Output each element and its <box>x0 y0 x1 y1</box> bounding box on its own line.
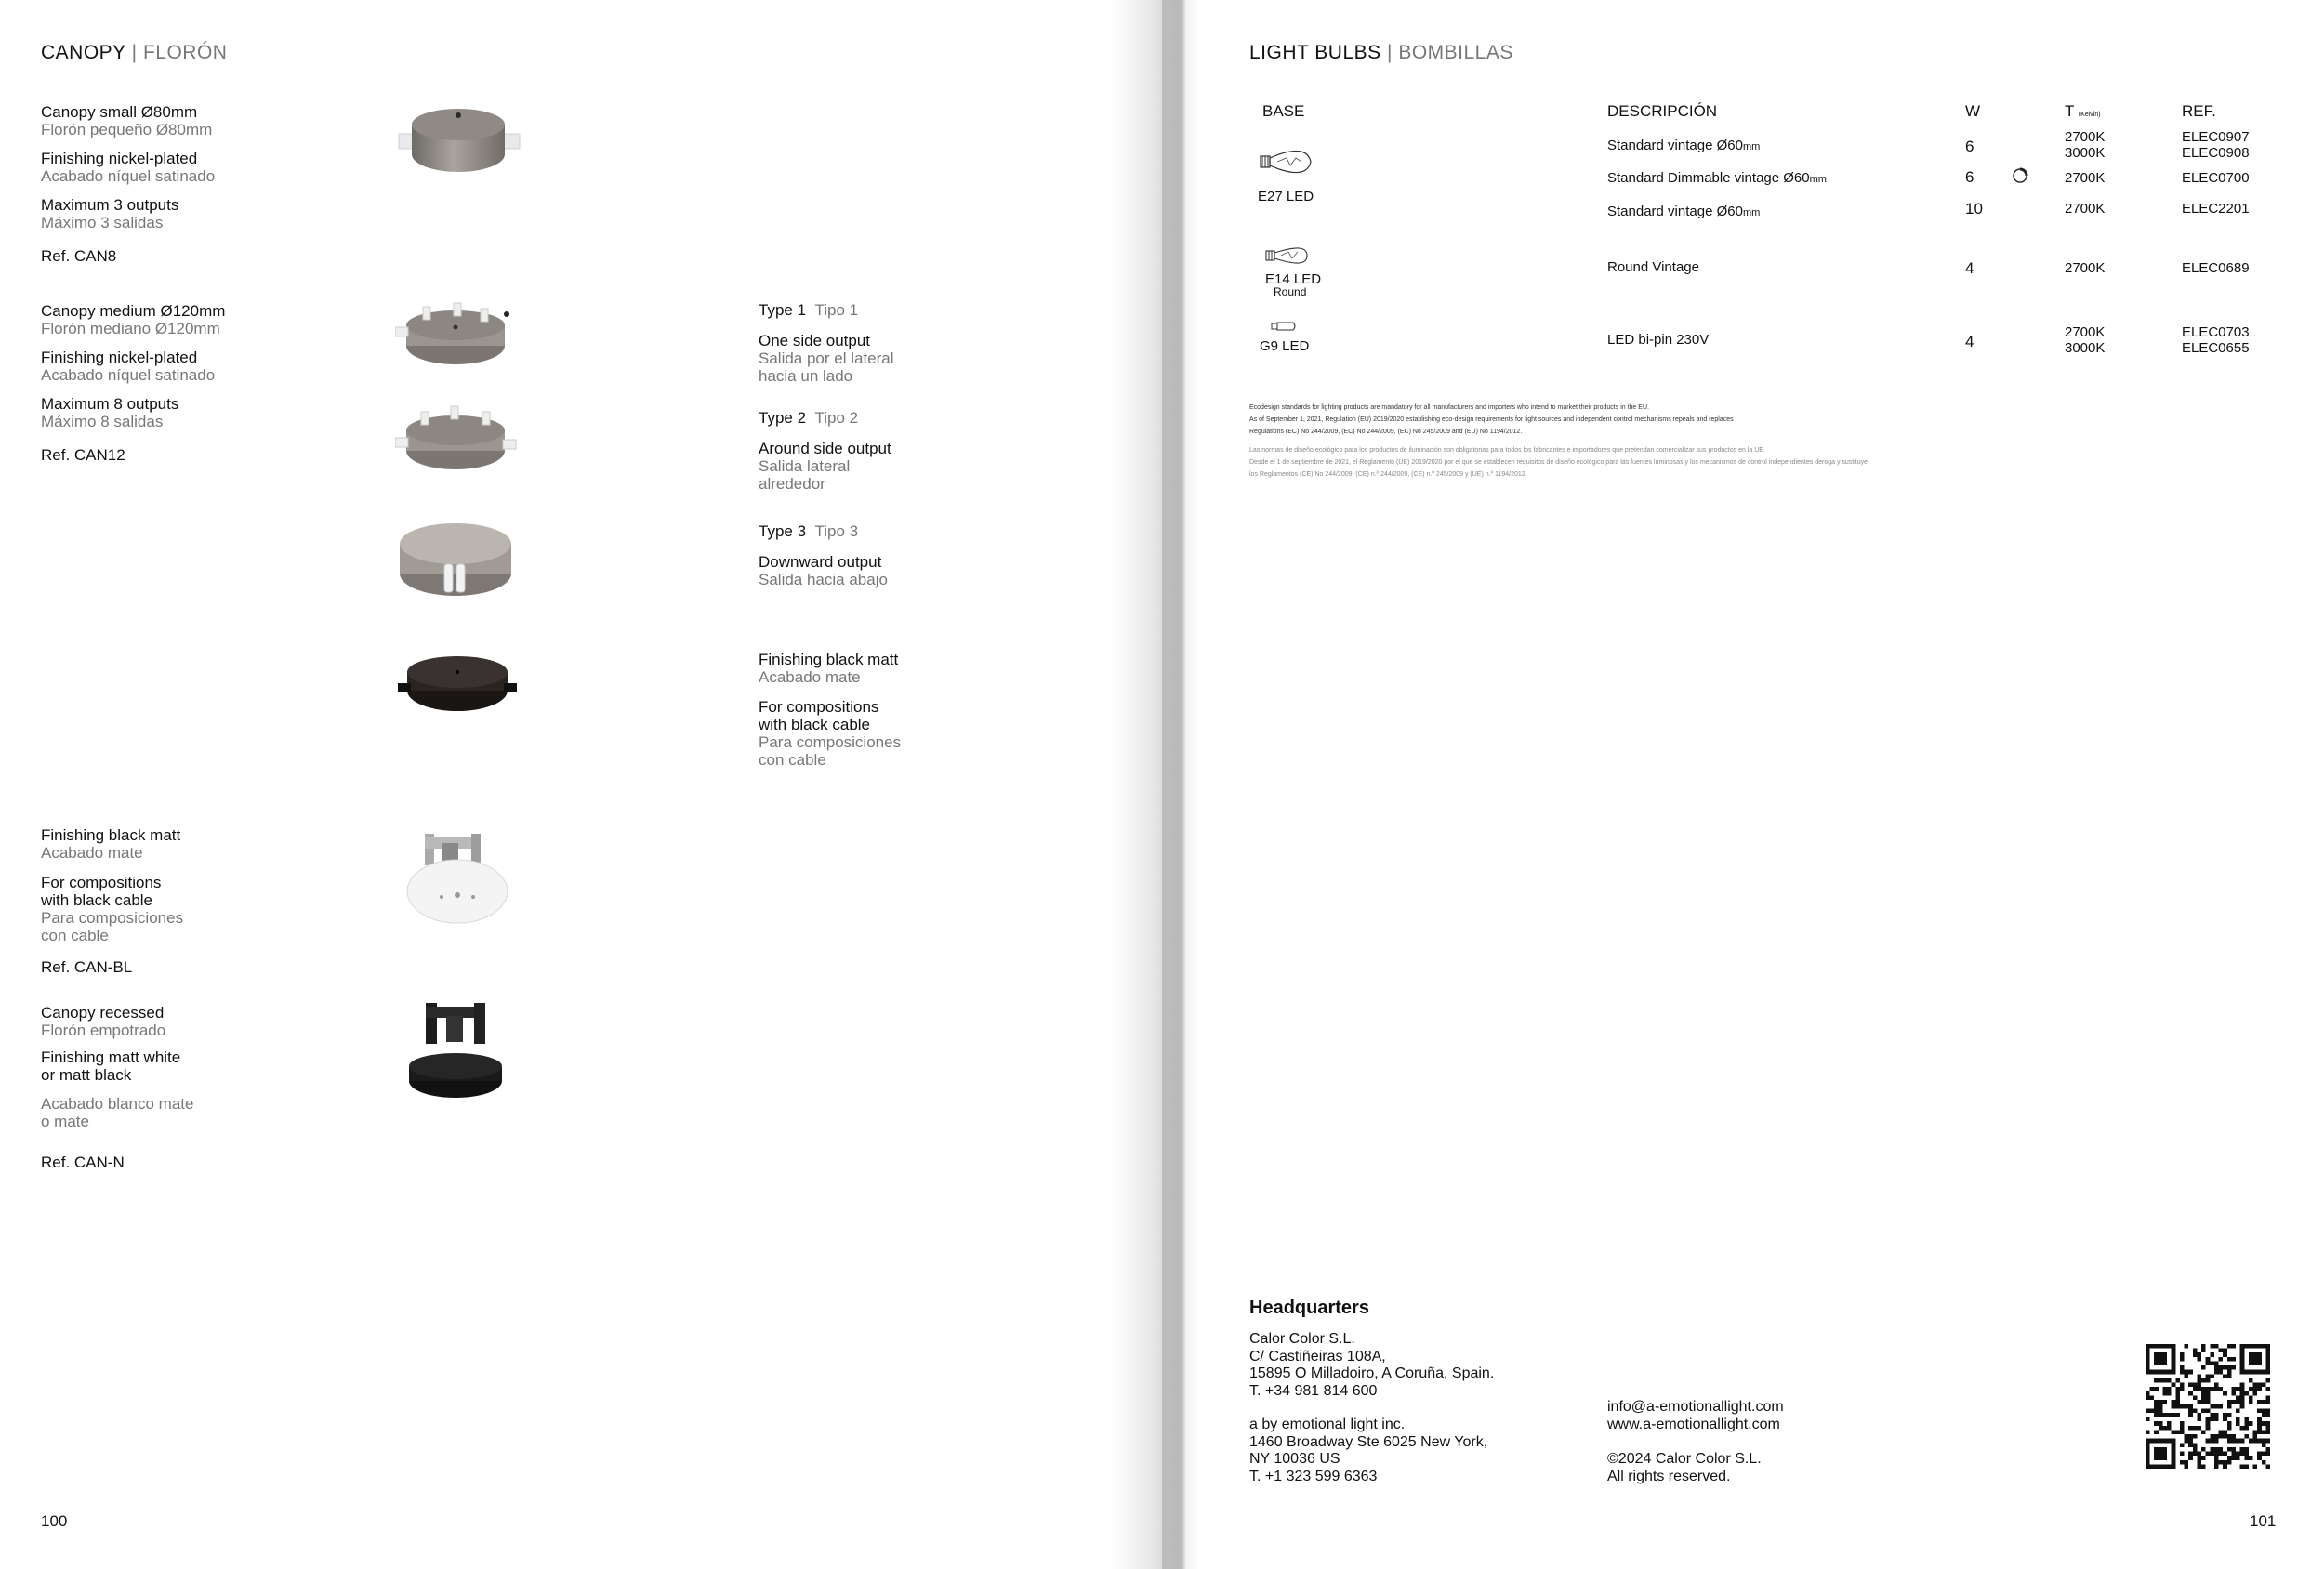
ref-value-2: ELEC0655 <box>2182 340 2250 356</box>
canopy-black-image <box>396 646 522 720</box>
col-header-desc: DESCRIPCIÓN <box>1607 102 1718 120</box>
type-desc: Around side output <box>759 440 891 457</box>
type-desc-es-2: hacia un lado <box>759 367 853 385</box>
finish-es: Acabado blanco mate <box>41 1095 194 1113</box>
hq-title: Headquarters <box>1249 1298 1369 1318</box>
type-desc-es: Salida por el lateral <box>759 349 894 367</box>
qr-modules <box>2146 1344 2270 1469</box>
hq-line: NY 10036 US <box>1249 1451 1340 1467</box>
product-name: Canopy medium Ø120mm <box>41 302 226 320</box>
t-unit: (Kelvin) <box>2078 112 2101 118</box>
bulb-e27-icon <box>1259 147 1314 177</box>
composition-es: Para composiciones <box>41 909 184 927</box>
base-e27-label: E27 LED <box>1258 189 1314 204</box>
fine-line: Ecodesign standards for lighting products are mandatory for all manufacturers and importers who intend to market their products in the EU. <box>1249 404 1649 411</box>
finish-es: Acabado mate <box>759 668 861 686</box>
finish: Finishing nickel-plated <box>41 349 198 366</box>
canopy-bl-image <box>404 830 511 932</box>
page-number: 100 <box>41 1512 68 1530</box>
fine-line: Regulations (EC) No 244/2009, (EC) No 244/2009, (EC) No 245/2009 and (EU) No 1194/2012. <box>1249 429 1523 435</box>
type-label-es: Tipo 3 <box>814 522 859 540</box>
finish: Finishing black matt <box>41 826 181 844</box>
composition-es: Para composiciones <box>759 733 902 751</box>
contact-block <box>1607 1399 1784 1433</box>
finish-es: Acabado níquel satinado <box>41 366 216 384</box>
outputs: Maximum 8 outputs <box>41 395 179 413</box>
col-header-ref: REF. <box>2182 102 2216 120</box>
copyright-line: ©2024 Calor Color S.L. <box>1607 1451 1762 1467</box>
canopy-type3-image <box>398 516 519 604</box>
hq-line: a by emotional light inc. <box>1249 1417 1406 1432</box>
product-ref: Ref. CAN12 <box>41 446 125 464</box>
row-desc: LED bi-pin 230V <box>1607 332 1710 348</box>
ref-value-2: ELEC0908 <box>2182 145 2250 161</box>
t-value: 2700K <box>2065 129 2106 145</box>
canopy-medium-block <box>41 302 225 464</box>
title-en: LIGHT BULBS <box>1249 42 1381 63</box>
t-value-2: 3000K <box>2065 145 2106 161</box>
hq-address-us <box>1249 1417 1487 1485</box>
composition-2: with black cable <box>759 716 871 733</box>
outputs-es: Máximo 8 salidas <box>41 413 164 430</box>
hq-address-es <box>1249 1331 1494 1400</box>
row-w: 10 <box>1965 200 1983 218</box>
type-3-block <box>759 522 888 588</box>
finish-es-2: o mate <box>41 1113 89 1130</box>
row-ref: ELEC2201 <box>2182 201 2250 217</box>
hq-line: 15895 O Milladoiro, A Coruña, Spain. <box>1249 1365 1495 1381</box>
row-t: 2700K <box>2065 260 2106 276</box>
finish: Finishing matt white <box>41 1048 181 1066</box>
row-desc: Round Vintage <box>1607 259 1699 275</box>
t-value: 2700K <box>2065 324 2106 340</box>
row-w: 6 <box>1965 168 1974 186</box>
desc-text: Standard Dimmable vintage Ø60 <box>1607 170 1810 186</box>
title-separator: | <box>131 42 138 63</box>
website-link[interactable]: www.a-emotionallight.com <box>1607 1416 1780 1432</box>
type-desc: One side output <box>759 332 871 349</box>
type-label-es: Tipo 2 <box>814 409 859 427</box>
black-option-block <box>759 651 901 769</box>
outputs: Maximum 3 outputs <box>41 196 179 214</box>
type-desc-es: Salida hacia abajo <box>759 571 888 588</box>
fine-line: Las normas de diseño ecológico para los productos de iluminación son obligatorias para todos los fabricantes e importadores que pretendan comercializar sus productos en la UE. <box>1249 447 1765 454</box>
col-header-t <box>2065 102 2101 121</box>
title-separator: | <box>1387 42 1393 63</box>
right-page <box>1162 0 2324 1569</box>
copyright-line: All rights reserved. <box>1607 1468 1731 1484</box>
composition-es-2: con cable <box>759 751 826 769</box>
finish-es: Acabado níquel satinado <box>41 167 216 185</box>
hq-line: Calor Color S.L. <box>1249 1331 1355 1347</box>
t-label: T <box>2065 102 2075 120</box>
fine-line: los Reglamentos (CE) No 244/2009, (CE) n.º 244/2009, (CE) n.º 245/2009 y (UE) n.º 1194/2012. <box>1249 471 1527 478</box>
type-desc-es: Salida lateral <box>759 457 851 475</box>
t-value-2: 3000K <box>2065 340 2106 356</box>
row-t: 2700K <box>2065 170 2106 186</box>
type-label: Type 2 <box>759 409 807 427</box>
canopy-type1-image <box>395 299 521 374</box>
product-name: Canopy recessed <box>41 1004 165 1022</box>
row-ref <box>2182 324 2250 356</box>
type-2-block <box>759 409 891 493</box>
canopy-recessed-image <box>407 999 509 1101</box>
desc-text: Standard vintage Ø60 <box>1607 138 1743 153</box>
hq-line: T. +34 981 814 600 <box>1249 1382 1378 1399</box>
base-g9-label: G9 LED <box>1260 338 1310 354</box>
page-title <box>41 42 227 64</box>
row-desc <box>1607 204 1760 219</box>
email-link[interactable]: info@a-emotionallight.com <box>1607 1399 1784 1415</box>
canopy-recessed-block <box>41 1004 193 1171</box>
canopy-small-block <box>41 103 215 265</box>
desc-text: Standard vintage Ø60 <box>1607 204 1743 219</box>
fine-line: As of September 1, 2021, Regulation (EU) 2019/2020 establishing eco-design requirements for light sources and independent control mechanisms repeals and replaces <box>1249 416 1734 423</box>
type-1-block <box>759 301 894 385</box>
canopy-small-image <box>395 97 525 182</box>
row-ref: ELEC0689 <box>2182 260 2250 276</box>
row-w: 4 <box>1965 333 1974 350</box>
row-desc <box>1607 170 1827 186</box>
product-name-es: Florón empotrado <box>41 1022 166 1039</box>
row-ref <box>2182 129 2250 161</box>
finish-es: Acabado mate <box>41 844 143 862</box>
row-w: 6 <box>1965 138 1974 155</box>
product-name-es: Florón mediano Ø120mm <box>41 320 220 337</box>
desc-unit: mm <box>1742 141 1761 152</box>
ref-value: ELEC0907 <box>2182 129 2250 145</box>
dimmable-icon <box>2011 166 2029 185</box>
canopy-type2-image <box>395 404 521 479</box>
title-es: BOMBILLAS <box>1398 42 1513 63</box>
composition-2: with black cable <box>41 891 153 909</box>
title-es: FLORÓN <box>142 42 228 63</box>
hq-line: T. +1 323 599 6363 <box>1249 1468 1378 1484</box>
row-w: 4 <box>1965 259 1974 277</box>
composition-es-2: con cable <box>41 927 109 944</box>
outputs-es: Máximo 3 salidas <box>41 214 164 231</box>
col-header-base: BASE <box>1262 102 1305 120</box>
qr-code-icon[interactable] <box>2146 1344 2270 1469</box>
page-number: 101 <box>2250 1512 2277 1530</box>
fine-print-en <box>1249 402 2086 438</box>
bulb-g9-icon <box>1271 321 1299 332</box>
product-ref: Ref. CAN8 <box>41 247 117 265</box>
row-desc <box>1607 138 1760 153</box>
composition: For compositions <box>759 698 879 716</box>
col-header-w: W <box>1965 102 1981 120</box>
type-desc: Downward output <box>759 553 882 571</box>
hq-line: C/ Castiñeiras 108A, <box>1249 1348 1386 1365</box>
copyright-block <box>1607 1451 1762 1485</box>
finish: Finishing black matt <box>759 651 899 668</box>
hq-line: 1460 Broadway Ste 6025 New York, <box>1249 1433 1488 1450</box>
title-en: CANOPY <box>41 42 126 63</box>
product-name: Canopy small Ø80mm <box>41 103 198 121</box>
type-desc-es-2: alrededor <box>759 475 825 493</box>
row-t <box>2065 129 2105 161</box>
row-t: 2700K <box>2065 201 2106 217</box>
composition: For compositions <box>41 874 162 891</box>
bulb-e14-icon <box>1264 244 1311 268</box>
base-e14-label: E14 LED <box>1265 271 1322 287</box>
fine-line: Desde el 1 de septiembre de 2021, el Reglamento (UE) 2019/2020 por el que se establecen requisitos de diseño ecológico para las fuentes luminosas y los mecanismos de control independientes deroga y sustituye <box>1249 459 1868 466</box>
product-ref: Ref. CAN-N <box>41 1154 125 1171</box>
canopy-bl-block <box>41 826 183 976</box>
type-label: Type 3 <box>759 522 807 540</box>
type-label: Type 1 <box>759 301 807 319</box>
row-t <box>2065 324 2105 356</box>
finish: Finishing nickel-plated <box>41 150 198 167</box>
row-ref: ELEC0700 <box>2182 170 2250 186</box>
base-e14-sub: Round <box>1274 285 1307 298</box>
finish-2: or matt black <box>41 1066 132 1084</box>
desc-unit: mm <box>1742 207 1761 218</box>
product-ref: Ref. CAN-BL <box>41 958 133 976</box>
page-title <box>1249 42 1513 64</box>
desc-unit: mm <box>1809 174 1827 185</box>
ref-value: ELEC0703 <box>2182 324 2250 340</box>
fine-print-es <box>1249 444 2086 481</box>
type-label-es: Tipo 1 <box>814 301 859 319</box>
product-name-es: Florón pequeño Ø80mm <box>41 121 213 138</box>
